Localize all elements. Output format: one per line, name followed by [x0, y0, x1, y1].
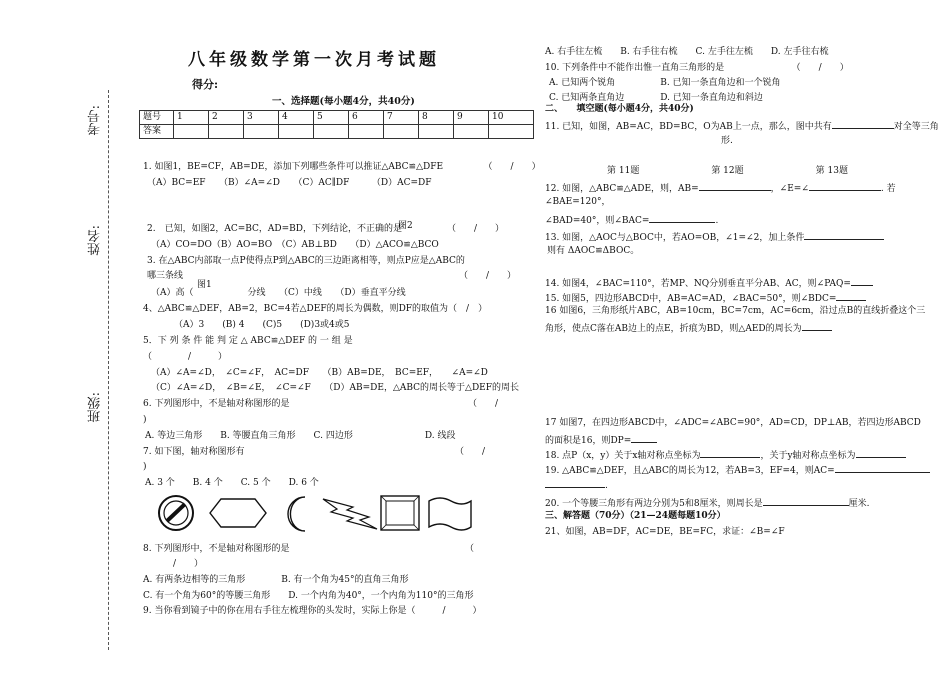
- question-16-cont: [545, 321, 832, 335]
- name-label: 姓名:: [88, 225, 103, 256]
- question-2-answer: （ / ）: [447, 224, 505, 234]
- question-2: 2. 已知，如图2，AC=BC，AD=BD，下列结论，不正确的是: [147, 224, 402, 234]
- binding-line: [108, 90, 109, 650]
- blank-field[interactable]: [835, 463, 930, 473]
- blank-field[interactable]: [836, 291, 866, 301]
- table-cell: 4: [279, 111, 314, 125]
- question-19: [545, 463, 930, 477]
- blank-field[interactable]: [809, 181, 881, 191]
- question-19-text: 19. △ABC≌△DEF，且△ABC的周长为12，若AB=3，EF=4，则AC=: [545, 466, 835, 476]
- symmetry-figures: [155, 493, 475, 535]
- answer-cell[interactable]: [279, 125, 314, 139]
- question-15-text: 15. 如图5，四边形ABCD中，AB=AC=AD，∠BAC=50°，则∠BDC=: [545, 294, 837, 304]
- answer-cell[interactable]: [174, 125, 209, 139]
- blank-field[interactable]: [802, 321, 832, 331]
- question-16-text: 角形，使点C落在AB边上的点E，折痕为BD，则△AED的周长为: [545, 324, 802, 334]
- table-cell: 题号: [140, 111, 174, 125]
- question-6-answer: （ /: [468, 399, 499, 409]
- table-cell: 5: [314, 111, 349, 125]
- question-2-options: （A）CO=DO（B）AO=BO （C）AB⊥BD （D）△ACO≌△BCO: [151, 240, 439, 250]
- question-5-options-cd: （C）∠A=∠D， ∠B=∠E， ∠C=∠F （D）AB=DE，△ABC的周长等于△DEF的周长: [151, 383, 519, 393]
- question-3-cont: 哪三条线: [147, 271, 184, 281]
- question-12-text-2: ，∠E=∠: [770, 184, 809, 194]
- table-cell: 9: [454, 111, 489, 125]
- section-2-heading: 二、 填空题(每小题4分，共40分): [545, 104, 694, 114]
- section-3-heading: 三、解答题（70分）（21—24题每题10分）: [545, 511, 726, 521]
- answer-cell[interactable]: [244, 125, 279, 139]
- question-6-options: A. 等边三角形 B. 等腰直角三角形 C. 四边形 D. 线段: [145, 431, 456, 441]
- question-15: [545, 291, 866, 305]
- answer-cell[interactable]: [489, 125, 534, 139]
- answer-cell[interactable]: [384, 125, 419, 139]
- question-6: 6. 下列图形中，不是轴对称图形的是: [143, 399, 290, 409]
- class-label: 班级:: [88, 392, 103, 423]
- table-cell: 2: [209, 111, 244, 125]
- table-cell: 6: [349, 111, 384, 125]
- question-8-answer-close: / ）: [173, 559, 204, 569]
- table-row: [140, 111, 534, 125]
- answer-cell[interactable]: [349, 125, 384, 139]
- table-cell: 10: [489, 111, 534, 125]
- question-13-text: 13. 如图，△AOC与△BOC中，若AO=OB，∠1=∠2，加上条件: [545, 233, 805, 243]
- question-10-options-cd: C. 已知两条直角边 D. 已知一条直角边和斜边: [549, 93, 763, 103]
- question-10: 10. 下列条件中不能作出惟一直角三角形的是 （ / ）: [545, 63, 849, 73]
- blank-field[interactable]: [700, 448, 760, 458]
- question-11-cont: 形.: [721, 136, 733, 146]
- question-18-text-2: ，关于y轴对称点坐标为: [760, 451, 856, 461]
- question-7-options: A. 3 个 B. 4 个 C. 5 个 D. 6 个: [145, 478, 319, 488]
- table-cell: 7: [384, 111, 419, 125]
- question-12-text-4: ∠BAD=40°，则∠BAC=: [545, 216, 650, 226]
- question-17: 17 如图7，在四边形ABCD中，∠ADC=∠ABC=90°，AD=CD，DP⊥AB，若四边形ABCD: [545, 418, 921, 428]
- blank-field[interactable]: [545, 478, 605, 488]
- blank-field[interactable]: [763, 496, 849, 506]
- answer-table: [139, 110, 534, 139]
- answer-cell[interactable]: [314, 125, 349, 139]
- question-18: [545, 448, 906, 462]
- question-8: 8. 下列图形中，不是轴对称图形的是: [143, 544, 290, 554]
- no-entry-sign-icon: [159, 496, 193, 530]
- answer-cell[interactable]: [209, 125, 244, 139]
- question-13: [545, 230, 884, 244]
- question-12-text-3: . 若: [880, 184, 896, 194]
- question-17-text: 的面积是16，则DP=: [545, 436, 632, 446]
- question-5: 5．下 列 条 件 能 判 定 △ ABC≌△DEF 的 一 组 是: [143, 336, 353, 346]
- question-9: 9. 当你看到镜子中的你在用右手往左梳理你的头发时，实际上你是（ / ）: [143, 606, 482, 616]
- question-3-options: （A）高（ 分线 （C）中线 （D）垂直平分线: [151, 288, 406, 298]
- question-16: 16 如图6，三角形纸片ABC，AB=10cm，BC=7cm，AC=6cm，沿过点B的直线折叠这个三: [545, 306, 926, 316]
- picture-frame-icon: [381, 496, 419, 530]
- section-1-heading: 一、选择题(每小题4分，共40分): [272, 96, 415, 107]
- crescent-moon-icon: [288, 497, 305, 531]
- blank-field[interactable]: [631, 433, 657, 443]
- table-cell: 8: [419, 111, 454, 125]
- question-9-options: A. 右手往左梳 B. 右手往右梳 C. 左手往左梳 D. 左手往右梳: [545, 47, 829, 57]
- question-1-options: （A）BC=EF （B）∠A=∠D （C）AC∥DF （D）AC=DF: [147, 178, 432, 188]
- question-6-answer-close: ): [143, 415, 147, 425]
- blank-field[interactable]: [851, 276, 873, 286]
- blank-field[interactable]: [804, 230, 884, 240]
- question-4: 4、△ABC≌△DEF，AB=2，BC=4若△DEF的周长为偶数，则DF的取值为（ / ）: [143, 304, 488, 314]
- question-20-unit: 厘米.: [848, 499, 870, 509]
- table-cell: 答案: [140, 125, 174, 139]
- question-12-cont: ∠BAE=120°，: [545, 197, 611, 207]
- table-cell: 1: [174, 111, 209, 125]
- answer-cell[interactable]: [419, 125, 454, 139]
- question-3: 3. 在△ABC内部取一点P使得点P到△ABC的三边距离相等，则点P应是△ABC的: [147, 256, 465, 266]
- flag-icon: [429, 498, 471, 530]
- period: .: [715, 216, 719, 226]
- question-4-options: （A）3 (B) 4 (C)5 (D)3或4或5: [174, 320, 350, 330]
- question-12: [545, 181, 896, 195]
- figure-labels-11-13: 第 11题 第 12题 第 13题: [607, 166, 848, 176]
- blank-field[interactable]: [649, 213, 715, 223]
- blank-field[interactable]: [832, 119, 894, 129]
- question-8-options-ab: A. 有两条边相等的三角形 B. 有一个角为45°的直角三角形: [143, 575, 409, 585]
- question-8-answer: （: [465, 544, 475, 554]
- question-8-options-cd: C. 有一个角为60°的等腰三角形 D. 一个内角为40°，一个内角为110°的三角形: [143, 591, 474, 601]
- hexagon-icon: [210, 499, 266, 527]
- question-18-text: 18. 点P（x，y）关于x轴对称点坐标为: [545, 451, 701, 461]
- lightning-bolt-icon: [323, 499, 377, 529]
- question-11-text: 11. 已知，如图，AB=AC，BD=BC，O为AB上一点，那么，图中共有: [545, 122, 832, 132]
- question-7: 7. 如下图，轴对称图形有: [143, 447, 245, 457]
- table-row: [140, 125, 534, 139]
- question-17-cont: [545, 433, 657, 447]
- question-5-options-ab: （A）∠A=∠D， ∠C=∠F， AC=DF （B）AB=DE， BC=EF， ∠A=∠D: [151, 368, 488, 378]
- question-10-options-ab: A. 已知两个锐角 B. 已知一条直角边和一个锐角: [549, 78, 781, 88]
- question-14-text: 14. 如图4，∠BAC=110°，若MP、NQ分别垂直平分AB、AC，则∠PAQ=: [545, 279, 851, 289]
- table-cell: 3: [244, 111, 279, 125]
- question-3-answer: （ / ）: [459, 271, 517, 281]
- period: .: [605, 481, 608, 491]
- exam-number-label: 考号:: [88, 105, 103, 136]
- figure-1-label: 图1: [197, 280, 212, 290]
- question-20-text: 20. 一个等腰三角形有两边分别为5和8厘米，则周长是: [545, 499, 763, 509]
- blank-field[interactable]: [856, 448, 906, 458]
- question-7-answer-close: ): [143, 462, 147, 472]
- question-20: [545, 496, 870, 510]
- question-13-cont: 则有 ΔAOC≌ΔBOC。: [547, 246, 640, 256]
- question-11-text-tail: 对全等三角: [893, 122, 939, 132]
- figure-2-label: 图2: [398, 221, 413, 231]
- question-21: 21、如图，AB=DF，AC=DE，BE=FC，求证：∠B=∠F: [545, 527, 785, 537]
- question-5-answer: （ / ）: [143, 352, 228, 362]
- page-title: 八年级数学第一次月考试题: [188, 50, 440, 70]
- question-12-cont-2: [545, 213, 718, 227]
- question-1: 1. 如图1，BE=CF，AB=DE，添加下列哪些条件可以推证△ABC≌△DFE （ / ）: [143, 162, 541, 172]
- question-7-answer: （ /: [455, 447, 486, 457]
- question-14: [545, 276, 873, 290]
- score-label: 得分:: [192, 78, 219, 91]
- question-11: [545, 119, 939, 133]
- answer-cell[interactable]: [454, 125, 489, 139]
- blank-field[interactable]: [699, 181, 771, 191]
- question-19-blank-line[interactable]: [545, 478, 608, 492]
- question-12-text: 12. 如图，△ABC≌△ADE，则，AB=: [545, 184, 699, 194]
